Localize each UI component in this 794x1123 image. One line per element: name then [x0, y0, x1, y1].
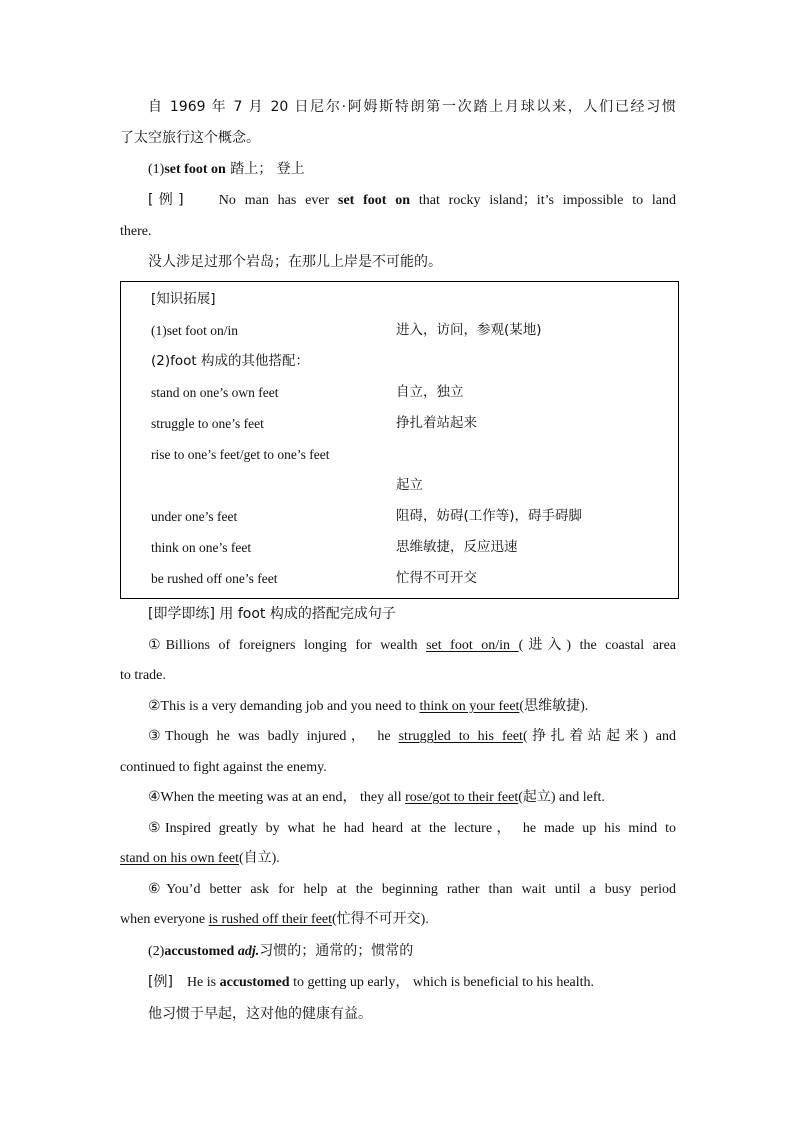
answer-blank: struggled to his feet: [398, 729, 523, 744]
knowledge-box: [120, 281, 679, 599]
intro-line-2: 了太空旅行这个概念。: [120, 130, 260, 146]
item1-heading: (1)set foot on 踏上； 登上: [148, 161, 305, 177]
knowledge-row: under one’s feet 阻碍，妨碍(工作等)，碍手碍脚: [151, 508, 583, 524]
knowledge-row: 起立: [396, 477, 423, 493]
item1-example: [例] No man has ever set foot on that rocky island；it’s impossible to land: [148, 192, 677, 208]
practice-q6-line-2: when everyone is rushed off their feet(忙得不可开交).: [120, 912, 429, 927]
practice-q4: ④When the meeting was at an end， they all rose/got to their feet(起立) and left.: [148, 790, 605, 805]
practice-q5: ⑤Inspired greatly by what he had heard at the lecture， he made up his mind to: [148, 820, 676, 836]
knowledge-row: struggle to one’s feet 挣扎着站起来: [151, 415, 477, 431]
item2-term: accustomed: [164, 943, 235, 959]
knowledge-row: be rushed off one’s feet 忙得不可开交: [151, 570, 477, 586]
intro-line-1: 自 1969 年 7 月 20 日尼尔·阿姆斯特朗第一次踏上月球以来，人们已经习惯: [148, 99, 676, 115]
answer-blank: is rushed off their feet: [208, 912, 333, 927]
document-page: [120, 92, 676, 1029]
practice-q3-line-2: continued to fight against the enemy.: [120, 759, 327, 775]
item2-example: [例] He is accustomed to getting up early， which is beneficial to his health.: [148, 974, 595, 990]
item1-translation: 没人涉足过那个岩岛；在那儿上岸是不可能的。: [148, 254, 442, 270]
item2-heading: (2)accustomed adj.习惯的；通常的；惯常的: [148, 942, 414, 959]
knowledge-title: [知识拓展]: [151, 291, 216, 307]
practice-q1-line-2: to trade.: [120, 668, 166, 683]
knowledge-row: (1)set foot on/in 进入，访问，参观(某地): [151, 322, 542, 338]
knowledge-row: rise to one’s feet/get to one’s feet: [151, 447, 330, 462]
item2-translation: 他习惯于早起，这对他的健康有益。: [148, 1005, 372, 1022]
answer-blank: stand on his own feet: [120, 851, 239, 866]
answer-blank: think on your feet: [419, 698, 520, 714]
practice-title: [即学即练] 用 foot 构成的搭配完成句子: [148, 606, 396, 622]
answer-blank: set foot on/in: [426, 637, 519, 653]
practice-q2: ②This is a very demanding job and you need to think on your feet(思维敏捷).: [148, 698, 589, 714]
knowledge-row: think on one’s feet 思维敏捷，反应迅速: [151, 539, 518, 555]
item1-example-line-2: there.: [120, 224, 152, 239]
practice-q5-line-2: stand on his own feet(自立).: [120, 851, 280, 866]
knowledge-row: stand on one’s own feet 自立，独立: [151, 384, 464, 400]
practice-q6: ⑥You’d better ask for help at the beginning rather than wait until a busy period: [148, 881, 676, 897]
knowledge-row: (2)foot 构成的其他搭配：: [151, 353, 309, 369]
item1-term: set foot on: [164, 162, 226, 177]
answer-blank: rose/got to their feet: [405, 790, 519, 805]
practice-q1: ①Billions of foreigners longing for wealth set foot on/in (进入) the coastal area: [148, 637, 676, 653]
practice-q3: ③Though he was badly injured， he struggled to his feet(挣扎着站起来) and: [148, 729, 677, 744]
